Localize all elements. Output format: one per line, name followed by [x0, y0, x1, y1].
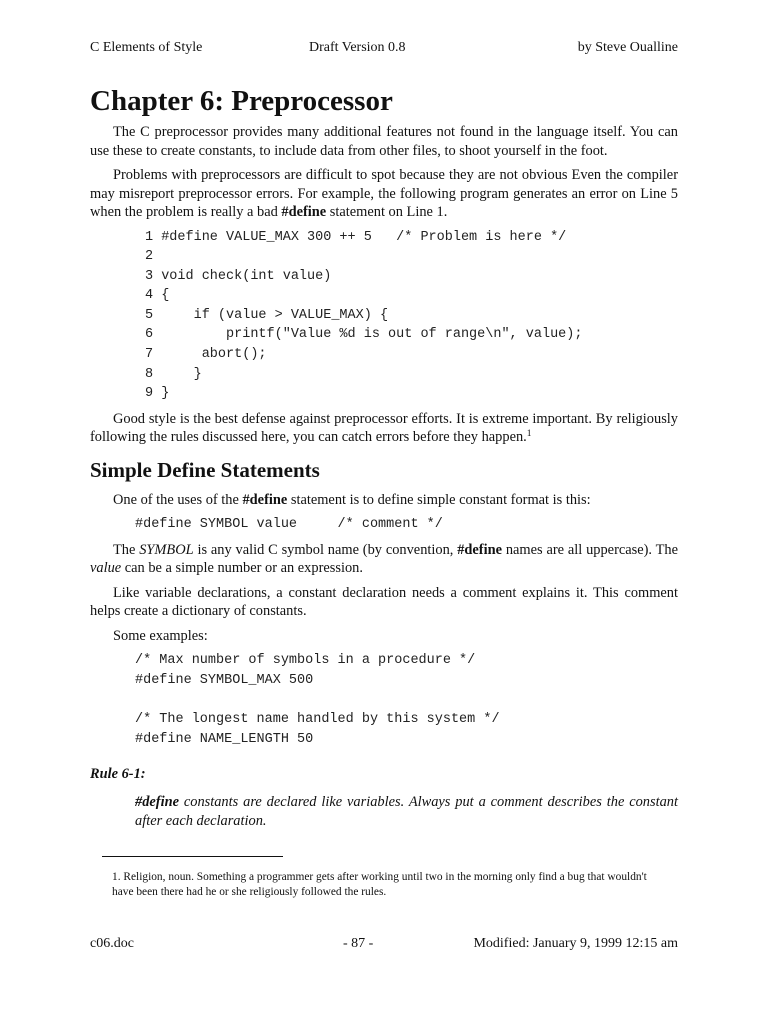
value-term: value — [90, 560, 122, 577]
section-title: Simple Define Statements — [90, 457, 320, 482]
footer-modified-date: Modified: January 9, 1999 12:15 am — [473, 936, 678, 951]
footer-page-number: - 87 - — [343, 936, 374, 951]
define-syntax-line: #define SYMBOL value /* comment */ — [135, 517, 443, 533]
code-line: 3 void check(int value) — [145, 268, 332, 284]
intro-paragraph-2-text-b: statement on Line 1. — [326, 204, 448, 220]
section-paragraph-2-text-c: names are all uppercase). The — [502, 541, 678, 558]
example-line: /* The longest name handled by this system */ — [135, 712, 500, 728]
section-paragraph-1 — [90, 491, 678, 510]
footnote-reference[interactable]: 1 — [526, 429, 532, 440]
code-line: 8 } — [145, 366, 202, 382]
intro-paragraph-2 — [90, 166, 678, 222]
code-line: 7 abort(); — [145, 347, 267, 363]
examples-code-block — [135, 651, 678, 749]
footnote-separator — [102, 856, 283, 857]
footnote-text: 1. Religion, noun. Something a programmer gets after working until two in the morning only find a bug that wouldn't have been there had he or she religiously followed the rules. — [112, 871, 647, 898]
code-line: 5 if (value > VALUE_MAX) { — [145, 307, 389, 323]
page-body — [90, 83, 678, 830]
section-paragraph-2-text-a: The — [113, 541, 140, 558]
code-line: 2 — [145, 249, 154, 265]
header-draft-version: Draft Version 0.8 — [309, 40, 406, 55]
code-line: 4 { — [145, 288, 170, 304]
section-paragraph-4: Some examples: — [113, 627, 208, 644]
section-paragraph-1-text-b: statement is to define simple constant format is this: — [287, 491, 591, 508]
symbol-term: SYMBOL — [139, 541, 194, 558]
code-listing — [145, 228, 678, 404]
header-author: by Steve Oualline — [577, 40, 678, 55]
rule-description: constants are declared like variables. Always put a comment describes the constant after each declaration. — [135, 794, 678, 829]
rule-title: Rule 6-1: — [90, 766, 146, 783]
chapter-title: Chapter 6: Preprocessor — [90, 85, 393, 117]
intro-paragraph-3 — [90, 410, 678, 447]
example-line: /* Max number of symbols in a procedure */ — [135, 653, 476, 669]
section-paragraph-3: Like variable declarations, a constant declaration needs a comment explains it. This comment helps create a dictionary of constants. — [90, 584, 678, 620]
code-line: 6 printf("Value %d is out of range\n", value); — [145, 327, 583, 343]
intro-paragraph-2-text-a: Problems with preprocessors are difficult to spot because they are not obvious Even the compiler may misreport preprocessor errors. For example, the following program generates an error on Line 5 when the problem is really a bad — [90, 167, 678, 220]
rule-define-keyword: #define — [135, 794, 179, 811]
rule-text — [135, 793, 678, 830]
intro-paragraph-3-text: Good style is the best defense against preprocessor efforts. It is extreme important. By religiously following the rules discussed here, you can catch errors before they happen. — [90, 410, 678, 446]
section-paragraph-2 — [90, 541, 678, 578]
intro-paragraph-1: The C preprocessor provides many additional features not found in the language itself. You can use these to create constants, to include data from other files, to shoot yourself in the foot. — [90, 124, 678, 159]
example-line: #define SYMBOL_MAX 500 — [135, 673, 314, 689]
section-paragraph-2-text-b: is any valid C symbol name (by convention, — [193, 541, 458, 558]
page-header — [90, 40, 678, 62]
section-paragraph-1-text-a: One of the uses of the — [113, 491, 243, 508]
page-footer — [90, 936, 678, 958]
intro-paragraph-2-define-keyword: #define — [281, 204, 327, 220]
code-line: 9 } — [145, 386, 170, 402]
section-paragraph-1-define-keyword: #define — [242, 491, 288, 508]
footer-filename: c06.doc — [90, 936, 134, 951]
code-line: 1 #define VALUE_MAX 300 ++ 5 /* Problem is here */ — [145, 229, 567, 245]
header-book-title: C Elements of Style — [90, 40, 203, 55]
section-paragraph-2-define-keyword: #define — [457, 541, 502, 558]
example-line: #define NAME_LENGTH 50 — [135, 731, 314, 747]
section-paragraph-2-text-d: can be a simple number or an expression. — [121, 560, 363, 577]
